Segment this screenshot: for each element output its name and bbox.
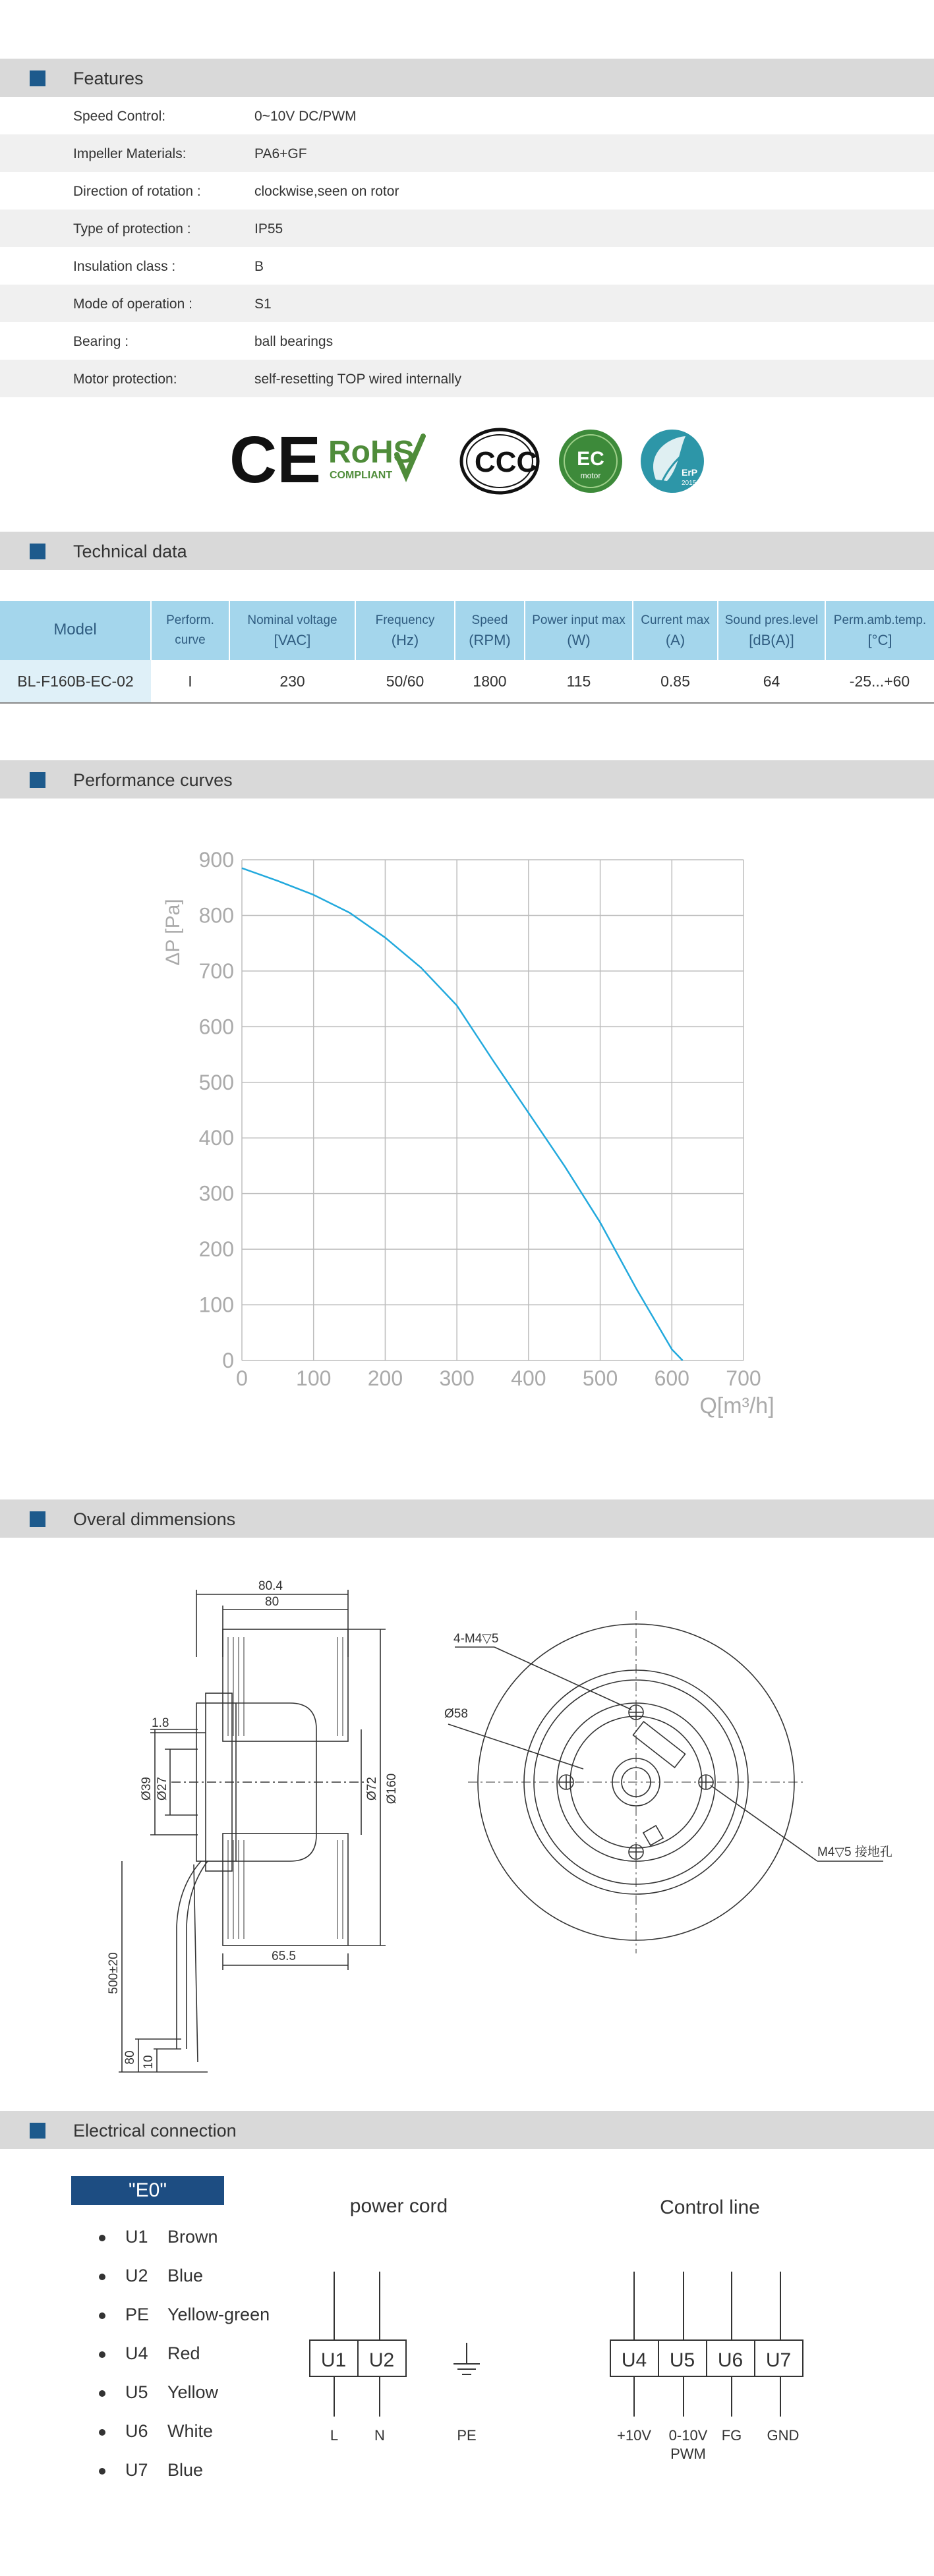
bullet-icon — [99, 2468, 105, 2475]
feature-row — [0, 172, 934, 210]
control-box-u7: U7 — [765, 2349, 792, 2371]
chart-x-tick-label: 700 — [726, 1366, 761, 1390]
dim-27: Ø27 — [156, 1777, 169, 1801]
chart-ticks — [199, 848, 761, 1390]
control-box-u4: U4 — [621, 2349, 647, 2371]
ce-mark-icon — [229, 423, 321, 497]
control-box-u5: U5 — [669, 2349, 695, 2371]
electrical-title: Electrical connection — [73, 2121, 237, 2141]
wire-list-item: U6 White — [99, 2421, 213, 2442]
dimensions-title: Overal dimmensions — [73, 1509, 236, 1529]
feature-row — [0, 247, 934, 285]
technical-title: Technical data — [73, 542, 187, 561]
chart-x-tick-label: 500 — [582, 1366, 618, 1390]
wiring-diagram — [290, 2187, 923, 2477]
svg-text:COMPLIANT: COMPLIANT — [330, 470, 393, 481]
wire-list-item: U1 Brown — [99, 2227, 218, 2247]
col-header-frequency: Frequency (Hz) — [355, 601, 455, 660]
bullet-icon — [99, 2429, 105, 2436]
control-box-u6: U6 — [717, 2349, 744, 2371]
chart-y-tick-label: 600 — [198, 1015, 234, 1039]
chart-grid — [242, 860, 744, 1360]
chart-y-tick-label: 700 — [198, 959, 234, 983]
feature-label: Bearing : — [73, 334, 129, 349]
dim-58: Ø58 — [444, 1707, 468, 1721]
svg-text:ErP: ErP — [682, 467, 698, 478]
dim-72: Ø72 — [365, 1777, 379, 1801]
svg-text:2015: 2015 — [682, 480, 697, 487]
wire-list-item: U4 Red — [99, 2343, 200, 2364]
power-box-u2: U2 — [368, 2349, 395, 2371]
feature-label: Insulation class : — [73, 259, 176, 274]
control-label-0-10v: 0-10V — [668, 2427, 708, 2444]
technical-table — [0, 601, 934, 704]
ec-motor-icon — [559, 430, 622, 493]
feature-value: 0~10V DC/PWM — [254, 109, 357, 124]
bullet-icon — [99, 2351, 105, 2358]
cell-sound: 64 — [718, 660, 825, 703]
chart-y-tick-label: 900 — [198, 848, 234, 872]
chart-x-axis-label: Q[m³/h] — [699, 1393, 774, 1418]
chart-y-tick-label: 100 — [198, 1293, 234, 1317]
feature-label: Impeller Materials: — [73, 146, 187, 161]
col-header-voltage: Nominal voltage [VAC] — [229, 601, 355, 660]
chart-x-tick-label: 100 — [296, 1366, 332, 1390]
power-label-l: L — [330, 2427, 339, 2444]
chart-y-axis-label: ΔP [Pa] — [162, 899, 184, 966]
section-square-icon — [30, 544, 45, 559]
col-header-model: Model — [0, 601, 151, 660]
col-header-speed: Speed (RPM) — [455, 601, 525, 660]
chart-series — [242, 868, 683, 1360]
feature-value: self-resetting TOP wired internally — [254, 372, 461, 387]
cell-current: 0.85 — [633, 660, 718, 703]
feature-row — [0, 285, 934, 322]
power-label-pe: PE — [457, 2427, 477, 2444]
wire-list-item: U5 Yellow — [99, 2382, 218, 2403]
bullet-icon — [99, 2274, 105, 2280]
wire-list-item: U7 Blue — [99, 2460, 203, 2480]
feature-label: Type of protection : — [73, 221, 191, 237]
feature-row — [0, 322, 934, 360]
performance-title: Performance curves — [73, 770, 233, 790]
control-label-gnd: GND — [767, 2427, 800, 2444]
dim-500: 500±20 — [107, 1952, 121, 1994]
dim-1-8: 1.8 — [152, 1716, 169, 1730]
table-row — [0, 660, 934, 703]
features-title: Features — [73, 69, 144, 88]
feature-label: Mode of operation : — [73, 296, 192, 312]
connection-code-label: "E0" — [71, 2176, 224, 2205]
rohs-icon — [328, 435, 423, 481]
section-square-icon — [30, 70, 45, 86]
col-header-power: Power input max (W) — [525, 601, 633, 660]
cell-curve: I — [151, 660, 229, 703]
bullet-icon — [99, 2235, 105, 2241]
feature-value: PA6+GF — [254, 146, 307, 161]
control-label-10v: +10V — [617, 2427, 651, 2444]
certification-logos — [224, 422, 712, 501]
chart-y-tick-label: 0 — [222, 1349, 234, 1372]
feature-value: ball bearings — [254, 334, 334, 349]
chart-x-tick-label: 200 — [367, 1366, 403, 1390]
chart-y-tick-label: 400 — [198, 1126, 234, 1150]
wire-list-item: PE Yellow-green — [99, 2305, 270, 2325]
side-view — [119, 1590, 386, 2072]
section-square-icon — [30, 772, 45, 788]
dim-160: Ø160 — [385, 1773, 399, 1805]
wire-list-item: U2 Blue — [99, 2266, 203, 2286]
power-label-n: N — [374, 2427, 385, 2444]
side-view-labels — [107, 1579, 399, 2069]
col-header-sound: Sound pres.level [dB(A)] — [718, 601, 825, 660]
section-square-icon — [30, 2123, 45, 2139]
cell-power: 115 — [525, 660, 633, 703]
chart-x-tick-label: 300 — [439, 1366, 475, 1390]
svg-text:motor: motor — [580, 471, 601, 480]
front-view — [448, 1611, 883, 1953]
feature-row — [0, 134, 934, 172]
col-header-current: Current max (A) — [633, 601, 718, 660]
control-line-diagram — [610, 2272, 803, 2417]
power-box-u1: U1 — [320, 2349, 347, 2371]
dim-80b: 80 — [123, 2050, 137, 2065]
col-header-temp: Perm.amb.temp. [°C] — [825, 601, 934, 660]
feature-row — [0, 97, 934, 134]
erp-icon — [641, 430, 704, 493]
chart-y-tick-label: 300 — [198, 1181, 234, 1206]
chart-series-line — [242, 868, 683, 1360]
performance-header — [0, 760, 934, 798]
svg-text:CE: CE — [229, 423, 321, 497]
dim-m4-top: 4-M4▽5 — [453, 1632, 499, 1646]
chart-x-tick-label: 600 — [654, 1366, 689, 1390]
features-header — [0, 59, 934, 97]
dim-m4-ground: M4▽5 接地孔 — [817, 1845, 892, 1859]
chart-x-tick-label: 0 — [236, 1366, 248, 1390]
electrical-header — [0, 2111, 934, 2149]
performance-chart — [132, 837, 791, 1430]
feature-label: Direction of rotation : — [73, 184, 201, 199]
ccc-mark-icon — [461, 430, 538, 493]
dim-10: 10 — [142, 2055, 156, 2069]
dim-65-5: 65.5 — [272, 1949, 296, 1963]
cell-model: BL-F160B-EC-02 — [0, 660, 151, 703]
chart-x-tick-label: 400 — [511, 1366, 546, 1390]
feature-row — [0, 210, 934, 247]
section-square-icon — [30, 1511, 45, 1527]
dim-39: Ø39 — [140, 1777, 154, 1801]
bullet-icon — [99, 2390, 105, 2397]
cell-speed: 1800 — [455, 660, 525, 703]
chart-y-tick-label: 200 — [198, 1237, 234, 1262]
feature-label: Motor protection: — [73, 372, 177, 387]
feature-value: clockwise,seen on rotor — [254, 184, 399, 199]
control-label-pwm: PWM — [670, 2446, 706, 2462]
svg-text:EC: EC — [577, 448, 604, 470]
power-cord-label: power cord — [349, 2195, 448, 2217]
feature-value: S1 — [254, 296, 272, 312]
feature-value: IP55 — [254, 221, 283, 237]
chart-y-tick-label: 800 — [198, 903, 234, 928]
control-line-label: Control line — [660, 2197, 760, 2218]
table-header-row — [0, 601, 934, 660]
technical-header — [0, 532, 934, 570]
dim-80-4: 80.4 — [258, 1579, 283, 1593]
cell-frequency: 50/60 — [355, 660, 455, 703]
feature-value: B — [254, 259, 264, 274]
svg-text:CCC: CCC — [475, 446, 538, 478]
cell-temp: -25...+60 — [825, 660, 934, 703]
chart-y-tick-label: 500 — [198, 1070, 234, 1094]
col-header-curve: Perform. curve — [151, 601, 229, 660]
dim-80: 80 — [265, 1595, 279, 1609]
power-cord-diagram — [310, 2272, 480, 2417]
feature-label: Speed Control: — [73, 109, 166, 124]
bullet-icon — [99, 2312, 105, 2319]
dimension-drawing — [92, 1571, 923, 2098]
cell-voltage: 230 — [229, 660, 355, 703]
control-label-fg: FG — [721, 2427, 742, 2444]
dimensions-header — [0, 1499, 934, 1538]
feature-row — [0, 360, 934, 397]
svg-text:RoHS: RoHS — [328, 435, 415, 470]
